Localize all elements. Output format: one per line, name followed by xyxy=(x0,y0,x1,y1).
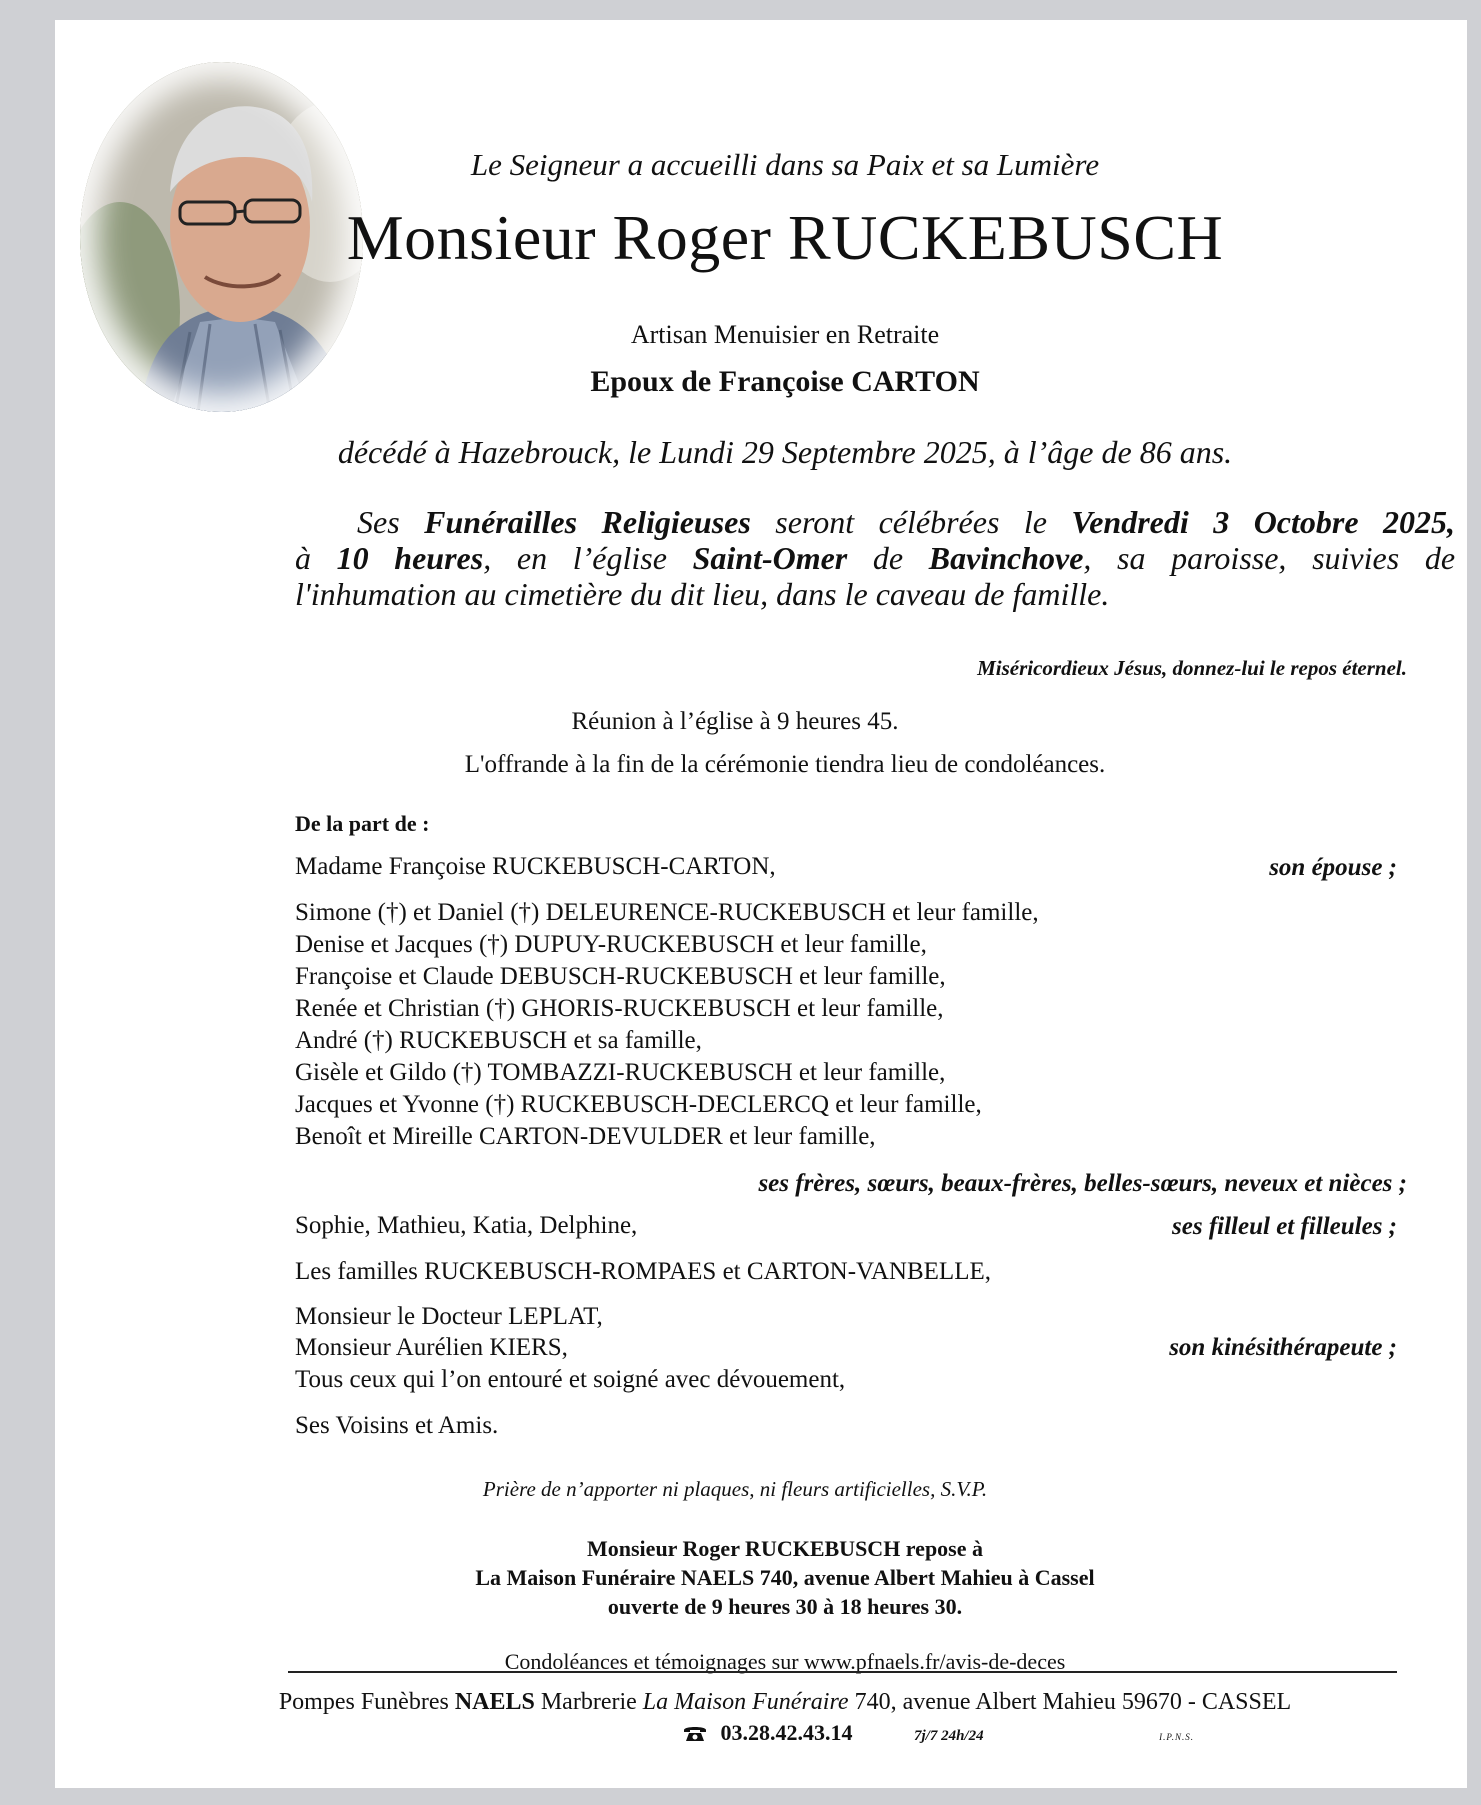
funeral-type: Funérailles Religieuses xyxy=(424,504,751,540)
church-name: Saint-Omer xyxy=(692,540,848,576)
deceased-name: Monsieur Roger RUCKEBUSCH xyxy=(346,202,1224,273)
text-span: à xyxy=(295,540,337,576)
text-span: , sa paroisse, suivies de xyxy=(1083,540,1456,576)
list-item: Benoît et Mireille CARTON-DEVULDER et leur famille, xyxy=(295,1123,876,1150)
kine-role: son kinésithérapeute ; xyxy=(1169,1334,1397,1361)
list-item: Jacques et Yvonne (†) RUCKEBUSCH-DECLERCQ et leur famille, xyxy=(295,1091,982,1118)
carers-line: Tous ceux qui l’on entouré et soigné avec dévouement, xyxy=(295,1366,846,1393)
funeral-paragraph xyxy=(295,504,1455,612)
doctor-line: Monsieur le Docteur LEPLAT, xyxy=(295,1303,603,1330)
address: 740, avenue Albert Mahieu 59670 - CASSEL xyxy=(848,1689,1292,1715)
list-item: Simone (†) et Daniel (†) DELEURENCE-RUCKEBUSCH et leur famille, xyxy=(295,899,1039,926)
phone-line xyxy=(683,1720,1194,1746)
availability: 7j/7 24h/24 xyxy=(914,1728,984,1744)
text-span: Marbrerie xyxy=(534,1689,643,1715)
repose-block xyxy=(305,1534,1265,1621)
divider xyxy=(288,1671,1397,1673)
offering-line: L'offrande à la fin de la cérémonie tiendra lieu de condoléances. xyxy=(464,751,1106,778)
text-span: Ses xyxy=(357,504,425,540)
from-label: De la part de : xyxy=(295,811,430,836)
funeral-date: Vendredi 3 Octobre 2025, xyxy=(1071,504,1456,540)
text-span: seront célébrées le xyxy=(750,504,1072,540)
siblings-role: ses frères, sœurs, beaux-frères, belles-sœurs, neveux et nièces ; xyxy=(758,1170,1407,1197)
wife-line: Madame Françoise RUCKEBUSCH-CARTON, xyxy=(295,853,776,880)
funeral-home-name: La Maison Funéraire xyxy=(642,1689,849,1715)
funeral-line-2 xyxy=(295,540,1455,576)
godchildren-line: Sophie, Mathieu, Katia, Delphine, xyxy=(295,1212,638,1239)
phone-number: 03.28.42.43.14 xyxy=(720,1720,853,1745)
flowers-request: Prière de n’apporter ni plaques, ni fleurs artificielles, S.V.P. xyxy=(482,1477,988,1501)
repose-line-2: La Maison Funéraire NAELS 740, avenue Albert Mahieu à Cassel xyxy=(475,1565,1095,1590)
funeral-line-1 xyxy=(295,504,1455,540)
wife-role: son épouse ; xyxy=(1269,854,1397,881)
obituary-page xyxy=(55,20,1467,1788)
siblings-list xyxy=(295,897,1039,1153)
list-item: Françoise et Claude DEBUSCH-RUCKEBUSCH et leur famille, xyxy=(295,963,946,990)
text-span: Pompes Funèbres xyxy=(278,1689,455,1715)
families-line: Les familles RUCKEBUSCH-ROMPAES et CARTON-VANBELLE, xyxy=(295,1258,991,1285)
condolences-line: Condoléances et témoignages sur www.pfnaels.fr/avis-de-deces xyxy=(504,1649,1066,1674)
telephone-icon xyxy=(683,1722,707,1740)
list-item: André (†) RUCKEBUSCH et sa famille, xyxy=(295,1027,702,1054)
funeral-line-3: l'inhumation au cimetière du dit lieu, dans le caveau de famille. xyxy=(295,576,1110,612)
neighbours-line: Ses Voisins et Amis. xyxy=(295,1412,499,1439)
text-span: , en l’église xyxy=(483,540,693,576)
list-item: Gisèle et Gildo (†) TOMBAZZI-RUCKEBUSCH et leur famille, xyxy=(295,1059,946,1086)
town-name: Bavinchove xyxy=(928,540,1084,576)
list-item: Denise et Jacques (†) DUPUY-RUCKEBUSCH et leur famille, xyxy=(295,931,927,958)
godchildren-role: ses filleul et filleules ; xyxy=(1172,1213,1397,1240)
company-name: NAELS xyxy=(454,1689,535,1715)
repose-line-1: Monsieur Roger RUCKEBUSCH repose à xyxy=(587,1536,983,1561)
text-span: de xyxy=(847,540,929,576)
printer-mention: I.P.N.S. xyxy=(1159,1732,1194,1742)
death-line: décédé à Hazebrouck, le Lundi 29 Septembre 2025, à l’âge de 86 ans. xyxy=(337,434,1233,470)
meeting-line: Réunion à l’église à 9 heures 45. xyxy=(571,708,899,735)
prayer-line: Miséricordieux Jésus, donnez-lui le repos éternel. xyxy=(977,656,1407,680)
funeral-time: 10 heures xyxy=(336,540,484,576)
kine-line: Monsieur Aurélien KIERS, xyxy=(295,1334,568,1361)
spouse-line: Epoux de Françoise CARTON xyxy=(590,365,980,398)
profession: Artisan Menuisier en Retraite xyxy=(630,320,940,349)
repose-line-3: ouverte de 9 heures 30 à 18 heures 30. xyxy=(607,1594,963,1619)
opening-line: Le Seigneur a accueilli dans sa Paix et sa Lumière xyxy=(470,147,1100,182)
list-item: Renée et Christian (†) GHORIS-RUCKEBUSCH et leur famille, xyxy=(295,995,944,1022)
footer-line xyxy=(255,1689,1315,1716)
